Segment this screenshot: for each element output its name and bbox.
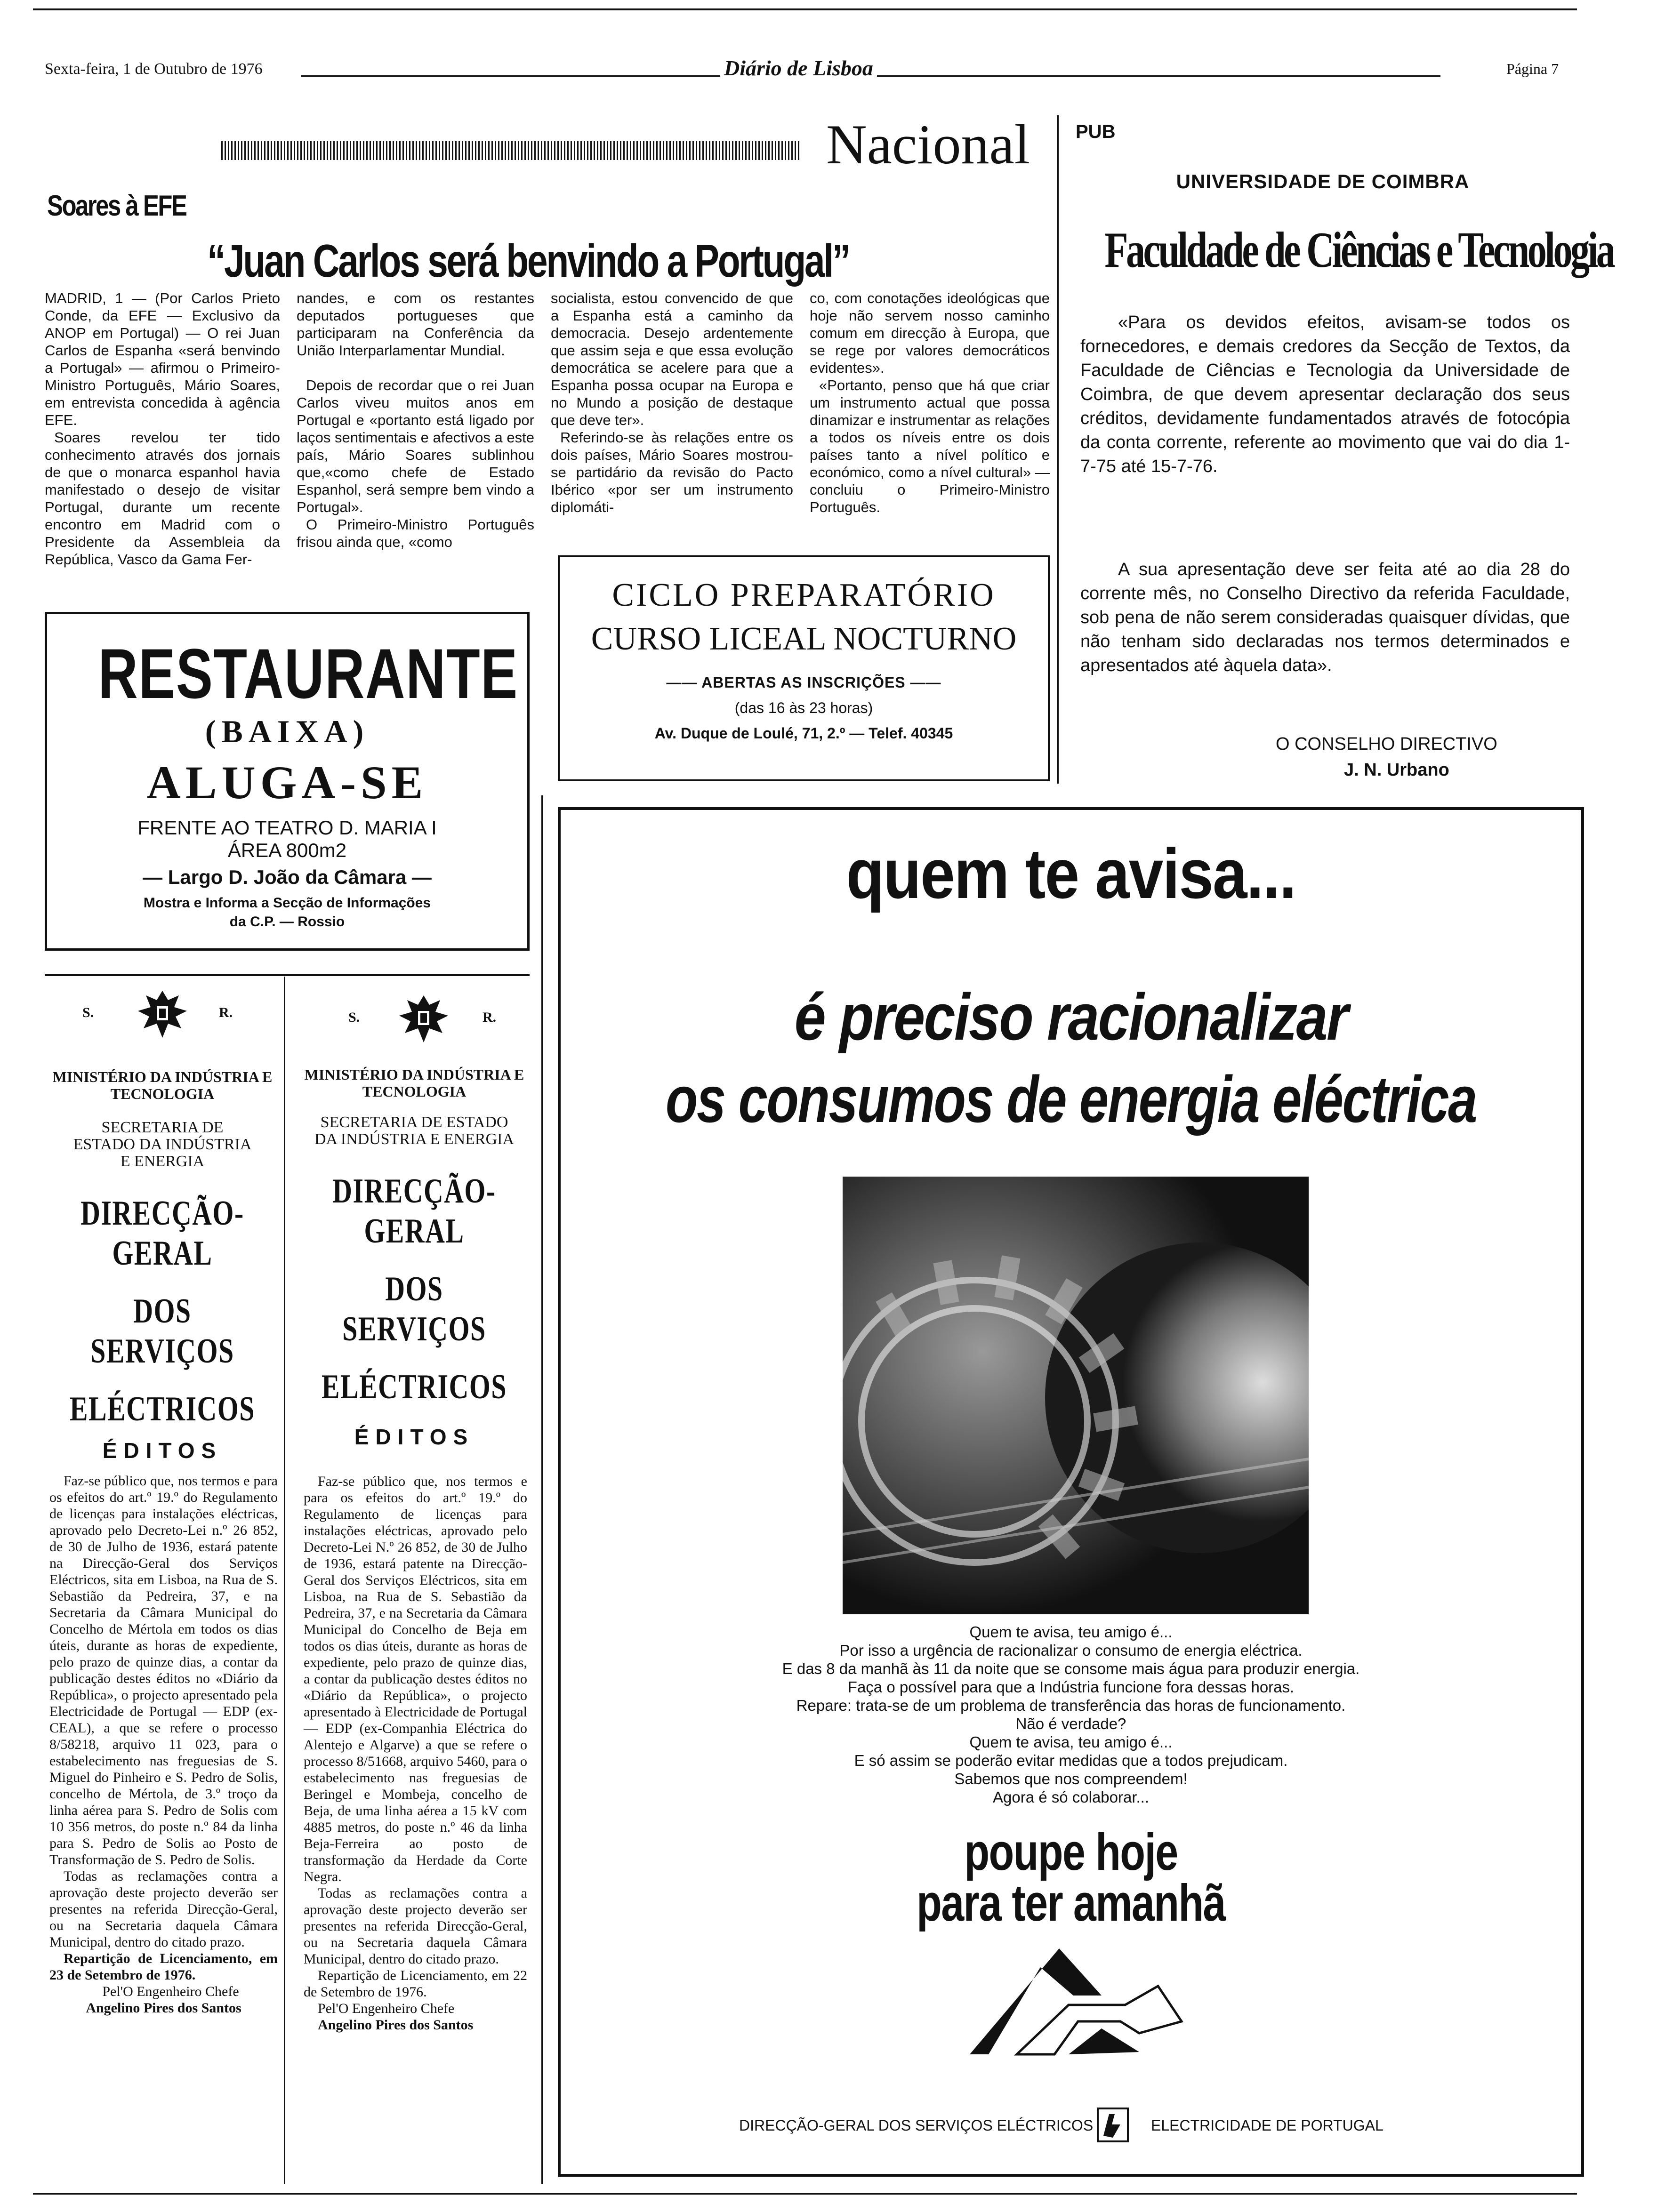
ciclo-line-3: —— ABERTAS AS INSCRIÇÕES —— <box>666 674 941 691</box>
edital-ministry: MINISTÉRIO DA INDÚSTRIA E TECNOLOGIA <box>304 1066 524 1100</box>
edital-para: Todas as reclamações contra a aprovação deste projecto deverão ser presentes na referida Direcção-Geral, ou na Secretaria daquela Câmara Municipal, dentro do citado prazo. <box>49 1868 278 1950</box>
edital-para: Pel'O Engenheiro Chefe <box>102 1984 239 1999</box>
restaurant-line-5: da C.P. — Rossio <box>229 914 345 930</box>
pub-label: PUB <box>1076 121 1116 142</box>
restaurant-title: RESTAURANTE <box>98 634 518 713</box>
gears-photo <box>843 1177 1309 1614</box>
article-column-1 <box>45 289 280 568</box>
edp-headline-3: os consumos de energia eléctrica <box>665 1062 1477 1136</box>
article-column-2 <box>297 289 534 551</box>
edital-ministry: MINISTÉRIO DA INDÚSTRIA E TECNOLOGIA <box>52 1068 273 1102</box>
restaurant-line-2: ÁREA 800m2 <box>227 839 347 861</box>
university-para-2: A sua apresentação deve ser feita até ao dia 28 do corrente mês, no Conselho Directivo da referida Faculdade, sob pena de não serem consideradas quaisquer dívidas, que não tenham sido declaradas nos termos determinados e apresentados até àquela data». <box>1080 560 1570 675</box>
article-para: O Primeiro-Ministro Português frisou ainda que, «como <box>297 516 534 550</box>
article-headline: “Juan Carlos será benvindo a Portugal” <box>207 235 850 287</box>
ciclo-line-2: CURSO LICEAL NOCTURNO <box>591 621 1017 657</box>
restaurant-line-4: Mostra e Informa a Secção de Informações <box>143 895 431 911</box>
edital-dg-1: DIRECÇÃO-GERAL <box>80 1194 244 1273</box>
edp-body-line: Por isso a urgência de racionalizar o consumo de energia eléctrica. <box>839 1642 1303 1659</box>
article-kicker: Soares à EFE <box>47 190 186 222</box>
edital-dg-3: ELÉCTRICOS <box>321 1368 507 1406</box>
edp-body-line: Não é verdade? <box>1015 1715 1126 1732</box>
coat-of-arms-icon <box>395 993 452 1045</box>
edp-body-line: Faça o possível para que a Indústria funcione fora dessas horas. <box>847 1678 1295 1696</box>
article-para: nandes, e com os restantes deputados portugueses que participaram na Conferência da União Interparlamentar Mundial. <box>297 290 534 359</box>
article-para: Depois de recordar que o rei Juan Carlos viveu muitos anos em Portugal e «portanto está ligado por laços sentimentais e afectivos a este país, Mário Soares sublinhou que,«como chefe de Estado Espanhol, será sempre bem vindo a Portugal». <box>297 377 534 515</box>
article-column-3 <box>551 289 793 516</box>
edital-para: Pel'O Engenheiro Chefe <box>318 2001 455 2016</box>
university-signature: O CONSELHO DIRECTIVO <box>1276 734 1497 754</box>
edital-body <box>42 1473 282 2016</box>
edp-headline-2: é preciso racionalizar <box>794 980 1348 1054</box>
edital-body <box>294 1473 534 2033</box>
edital-dg-1: DIRECÇÃO-GERAL <box>332 1172 496 1250</box>
edital-para: Faz-se público que, nos termos e para os efeitos do art.º 19.º do Regulamento de licenças para instalações eléctricas, aprovado pelo Decreto-Lei n.º 26 852, de 30 de Julho de 1936, estará patente na Direcção-Geral dos Serviços Eléctricos, sita em Lisboa, na Rua de S. Sebastião da Pedreira, 37, e na Secretaria da Câmara Municipal do Concelho de Mértola em todos os dias úteis, durante as horas de expediente, pelo prazo de quinze dias, a contar da publicação destes éditos no «Diário da República», o projecto apresentado pela Electricidade de Portugal — EDP (ex-CEAL), a que se refere o processo 8/58218, arquivo 11 023, para o estabelecimento nas freguesias de S. Miguel do Pinheiro e S. Pedro de Solis, concelho de Mértola, de 3.º troço da linha aérea para S. Pedro de Solis com 10 356 metros, do poste n.º 84 da linha para S. Pedro de Solis ao Posto de Transformação de S. Pedro de Solis. <box>49 1473 278 1867</box>
ciclo-line-1: CICLO PREPARATÓRIO <box>612 577 996 613</box>
edital-dg-2: DOS SERVIÇOS <box>90 1292 234 1370</box>
article-para: Referindo-se às relações entre os dois países, Mário Soares mostrou-se partidário da revisão do Pacto Ibérico «por ser um instrumento diplomáti- <box>551 429 793 515</box>
ciclo-line-5: Av. Duque de Loulé, 71, 2.º — Telef. 40345 <box>654 725 953 742</box>
edital-secretaria: SECRETARIA DE ESTADO DA INDÚSTRIA E ENERGIA <box>314 1114 515 1148</box>
edp-body-line: Quem te avisa, teu amigo é... <box>969 1733 1173 1751</box>
edp-body <box>558 1623 1584 1806</box>
section-title: Nacional <box>826 113 1030 176</box>
edital-r-mark: R. <box>483 1010 497 1025</box>
edital-mertola <box>42 988 282 2016</box>
page-number: Página 7 <box>1506 60 1559 77</box>
university-signer: J. N. Urbano <box>1344 760 1449 780</box>
university-para-1: «Para os devidos efeitos, avisam-se todos os fornecedores, e demais credores da Secção de Textos, da Faculdade de Ciências e Tecnologia da Universidade de Coimbra, de que devem apresentar declaração dos seus créditos, devidamente fundamentados através de fotocópia da conta corrente, referente ao movimento que vai do dia 1-7-75 até 15-7-76. <box>1080 313 1570 476</box>
edp-footer-right: ELECTRICIDADE DE PORTUGAL <box>1151 2117 1384 2134</box>
article-para: socialista, estou convencido de que a Espanha está a caminho da democracia. Desejo ardentemente que assim seja e que essa evolução democrática se acelere para que a Espanha possa ocupar na Europa e no Mundo a posição de destaque que deve ter». <box>551 290 793 428</box>
edital-para: Todas as reclamações contra a aprovação deste projecto deverão ser presentes na referida Direcção-Geral, ou na Secretaria daquela Câmara Municipal, dentro do citado prazo. <box>304 1885 527 1967</box>
edp-slogan-1: poupe hoje <box>964 1823 1178 1881</box>
restaurant-subtitle: (BAIXA) <box>205 713 370 749</box>
edital-para: Repartição de Licenciamento, em 23 de Setembro de 1976. <box>49 1951 278 1983</box>
edital-dg-3: ELÉCTRICOS <box>69 1390 256 1428</box>
edp-slogan-2: para ter amanhã <box>917 1874 1225 1932</box>
gear-icon <box>843 1177 1309 1614</box>
coat-of-arms-icon <box>134 988 191 1040</box>
university-name: UNIVERSIDADE DE COIMBRA <box>1176 170 1470 192</box>
edital-editos: ÉDITOS <box>102 1438 223 1463</box>
edital-secretaria: SECRETARIA DE ESTADO DA INDÚSTRIA E ENERGIA <box>73 1119 252 1170</box>
article-para: MADRID, 1 — (Por Carlos Prieto Conde, da EFE — Exclusivo da ANOP em Portugal) — O rei Juan Carlos de Espanha «será benvindo a Portugal» — afirmou o Primeiro-Ministro Português, Mário Soares, em entrevista concedida à agência EFE. <box>45 290 280 428</box>
edital-r-mark: R. <box>219 1005 233 1020</box>
edp-body-line: Quem te avisa, teu amigo é... <box>969 1623 1173 1641</box>
edital-s-mark: S. <box>348 1010 360 1025</box>
restaurant-offer: ALUGA-SE <box>146 756 428 809</box>
edital-para: Faz-se público que, nos termos e para os efeitos do art.º 19.º do Regulamento de licenças para instalações eléctricas, aprovado pelo Decreto-Lei N.º 26 852, de 30 de Julho de 1936, estará patente na Direcção-Geral dos Serviços Eléctricos, sita em Lisboa, na Rua de S. Sebastião da Pedreira, 37, e na Secretaria da Câmara Municipal do Concelho de Beja em todos os dias úteis, durante as horas de expediente, pelo prazo de quinze dias, a contar da publicação destes éditos no «Diário da República», o projecto apresentado à Electricidade de Portugal — EDP (ex-Companhia Eléctrica do Alentejo e Algarve) a que se refere o processo 8/51668, arquivo 5460, para o estabelecimento nas freguesias de Beringel e Mombeja, concelho de Beja, de uma linha aérea a 15 kV com 4885 metros, do poste n.º 46 da linha Beja-Ferreira ao posto de transformação da Herdade da Corte Negra. <box>304 1474 527 1884</box>
masthead: Diário de Lisboa <box>720 56 877 80</box>
edp-body-line: Agora é só colaborar... <box>992 1788 1150 1806</box>
edp-footer-left: DIRECÇÃO-GERAL DOS SERVIÇOS ELÉCTRICOS <box>739 2117 1094 2134</box>
edp-body-line: Sabemos que nos compreendem! <box>954 1770 1188 1787</box>
edital-dg-2: DOS SERVIÇOS <box>342 1270 486 1348</box>
edital-para: Repartição de Licenciamento, em 22 de Setembro de 1976. <box>304 1968 527 2000</box>
edital-signer: Angelino Pires dos Santos <box>86 2000 241 2016</box>
edital-signer: Angelino Pires dos Santos <box>318 2017 474 2033</box>
edp-footer-logo <box>1097 2108 1129 2142</box>
edp-body-line: E das 8 da manhã às 11 da noite que se consome mais água para produzir energia. <box>782 1660 1360 1677</box>
edp-arrow-logo-icon <box>960 1939 1186 2061</box>
restaurant-line-3: — Largo D. João da Câmara — <box>143 866 432 888</box>
section-rule <box>221 141 800 160</box>
edp-body-line: E só assim se poderão evitar medidas que a todos prejudicam. <box>854 1752 1288 1769</box>
ciclo-line-4: (das 16 às 23 horas) <box>734 699 873 716</box>
issue-date: Sexta-feira, 1 de Outubro de 1976 <box>45 60 263 78</box>
edital-s-mark: S. <box>82 1005 94 1020</box>
restaurant-line-1: FRENTE AO TEATRO D. MARIA I <box>137 817 437 839</box>
article-para: «Portanto, penso que há que criar um instrumento actual que possa dinamizar e instrumentar as relações a todos os níveis entre os dois países tanto a nível político e económico, como a nível cultural» — concluiu o Primeiro-Ministro Português. <box>810 377 1050 515</box>
faculty-name: Faculdade de Ciências e Tecnologia <box>1104 222 1614 278</box>
edp-headline-1: quem te avisa... <box>846 834 1296 913</box>
edital-editos: ÉDITOS <box>354 1425 475 1449</box>
article-para: Soares revelou ter tido conhecimento através dos jornais de que o monarca espanhol havia manifestado o desejo de visitar Portugal, durante um recente encontro em Madrid com o Presidente da Assembleia da República, Vasco da Gama Fer- <box>45 429 280 568</box>
article-column-4 <box>810 289 1050 516</box>
edp-body-line: Repare: trata-se de um problema de transferência das horas de funcionamento. <box>796 1697 1346 1714</box>
edital-beja <box>294 988 534 2033</box>
edp-bolt-icon <box>1099 2109 1127 2140</box>
article-para: co, com conotações ideológicas que hoje não servem nosso caminho comum em direcção à Europa, que se rege por valores democráticos evidentes». <box>810 290 1050 376</box>
